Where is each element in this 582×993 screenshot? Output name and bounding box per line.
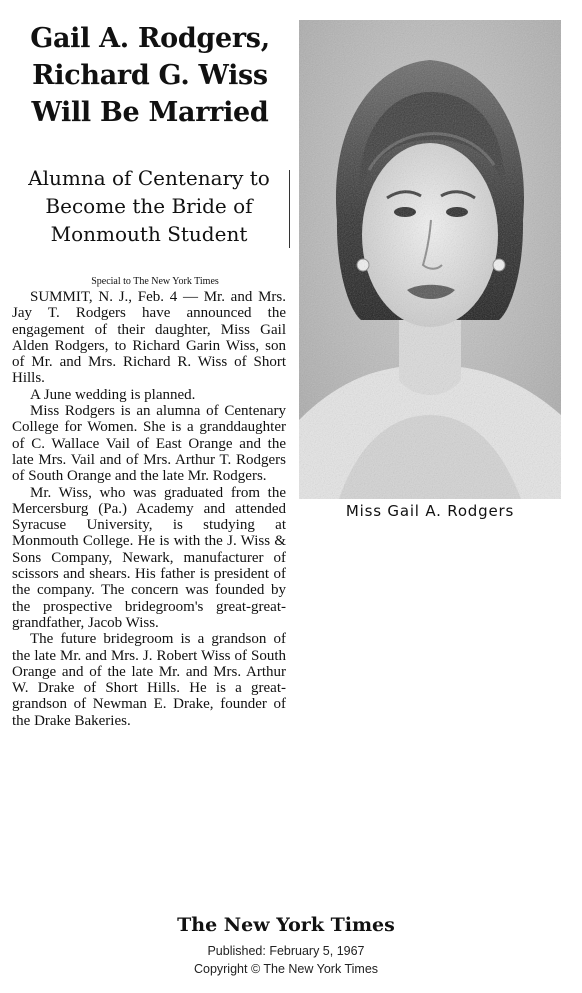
column-rule	[289, 170, 290, 248]
portrait-photo	[299, 20, 561, 499]
article-paragraph: Miss Rodgers is an alumna of Centenary College for Women. She is a granddaughter of C. Wallace Vail of East Orange and the late Mrs. Vail and of Mrs. Arthur T. Rodgers of South Orange and the late Mr. Rodgers.	[12, 403, 286, 485]
portrait-illustration	[299, 20, 561, 499]
headline-line: Richard G. Wiss	[32, 60, 268, 91]
subheadline-line: Alumna of Centenary to	[28, 166, 270, 190]
headline	[10, 20, 290, 131]
article-paragraph: SUMMIT, N. J., Feb. 4 — Mr. and Mrs. Jay T. Rodgers have announced the engagement of their daughter, Miss Gail Alden Rodgers, to Richard Garin Wiss, son of Mr. and Mrs. Richard R. Wiss of Short Hills.	[12, 289, 286, 387]
copyright-notice: Copyright © The New York Times	[193, 962, 379, 976]
headline-line: Gail A. Rodgers,	[30, 23, 270, 54]
article-paragraph: The future bridegroom is a grandson of the late Mr. and Mrs. J. Robert Wiss of South Orange and of the late Mr. and Mrs. Arthur W. Drake of Short Hills. He is a great-grandson of Newman E. Drake, founder of the Drake Bakeries.	[12, 631, 286, 729]
newspaper-logo: The New York Times	[177, 914, 395, 936]
subheadline-line: Become the Bride of	[45, 194, 253, 218]
article-paragraph: Mr. Wiss, who was graduated from the Mercersburg (Pa.) Academy and attended Syracuse University, is studying at Monmouth College. He is with the J. Wiss & Sons Company, Newark, manufacturer of scissors and shears. His father is president of the company. The concern was founded by the prospective bridegroom's great-great-grandfather, Jacob Wiss.	[12, 484, 286, 631]
headline-line: Will Be Married	[31, 97, 269, 128]
subheadline-line: Monmouth Student	[50, 222, 248, 246]
wire-credit: Special to The New York Times	[91, 276, 219, 287]
photo-caption: Miss Gail A. Rodgers	[345, 502, 515, 520]
published-date: Published: February 5, 1967	[207, 944, 365, 958]
article-paragraph: A June wedding is planned.	[30, 386, 196, 403]
subheadline	[8, 164, 290, 248]
article-body	[12, 289, 286, 729]
